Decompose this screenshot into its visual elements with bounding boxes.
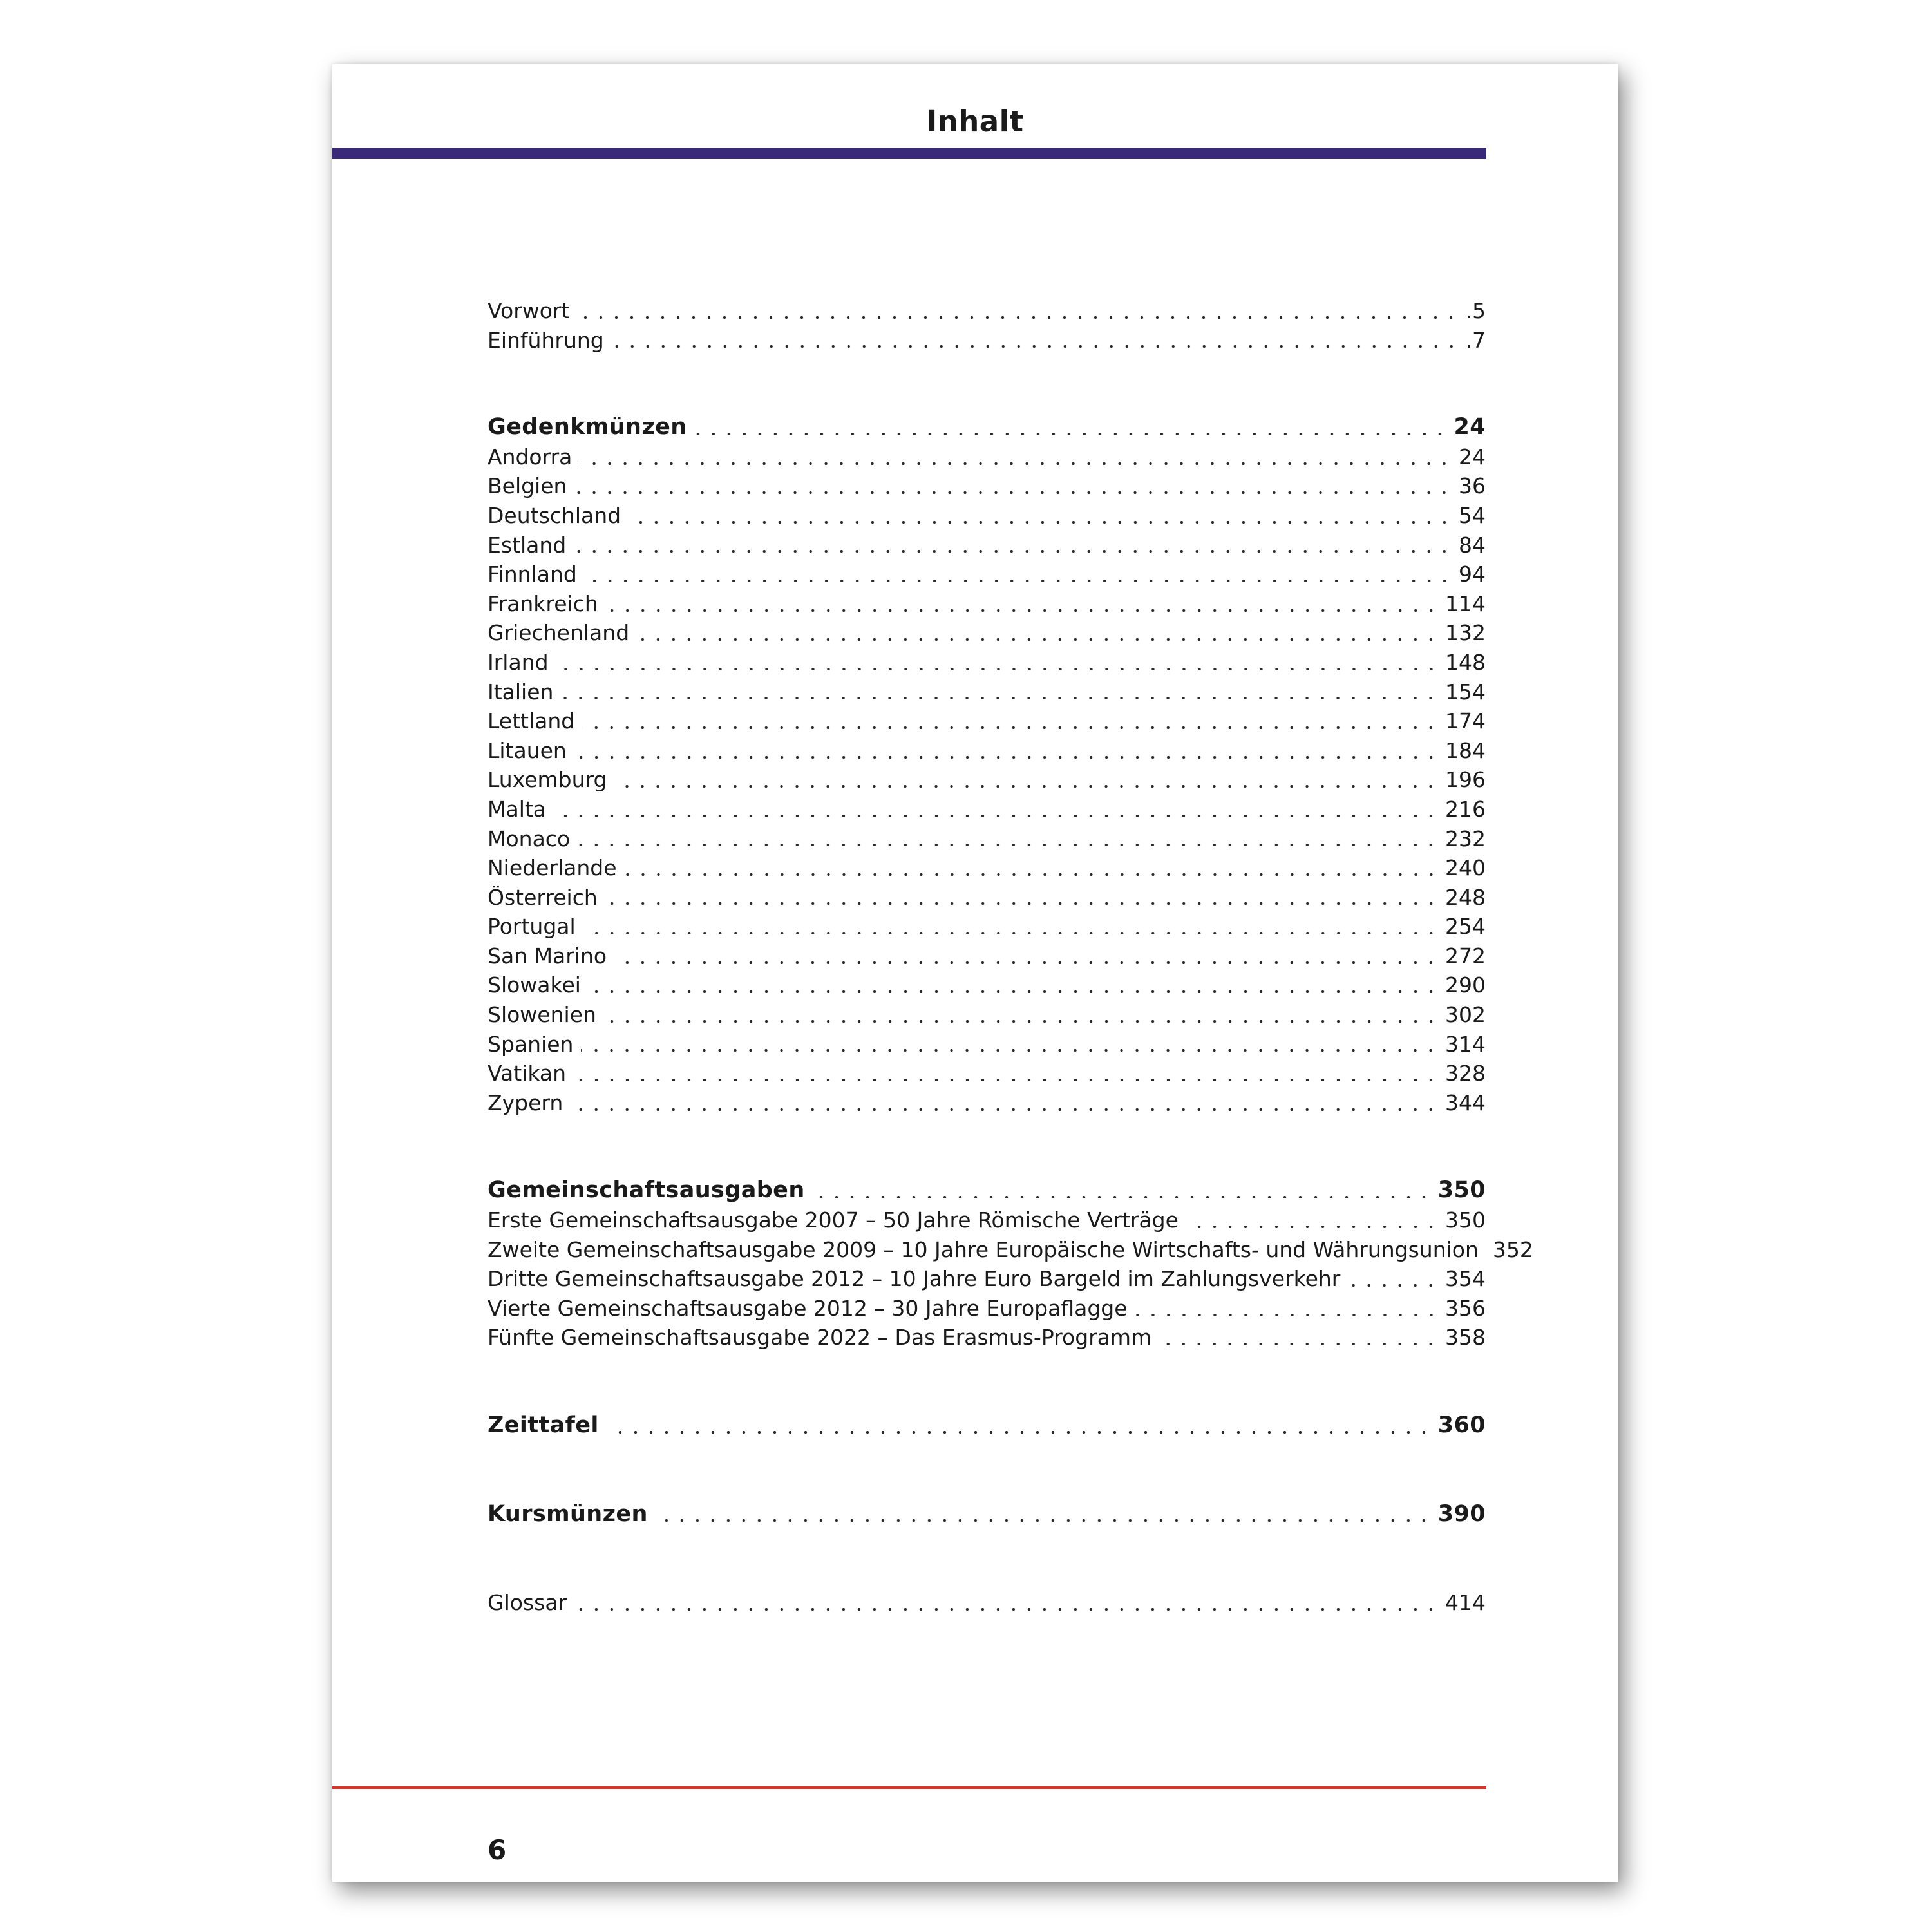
dot-leader bbox=[612, 345, 1459, 348]
toc-entry-page: 328 bbox=[1445, 1061, 1486, 1086]
toc-entry-label: Dritte Gemeinschaftsausgabe 2012 – 10 Jahre Euro Bargeld im Zahlungsverkehr bbox=[488, 1264, 1344, 1294]
toc-entry-vorwort[interactable] bbox=[488, 296, 1486, 326]
toc-entry-label: Belgien bbox=[488, 471, 571, 501]
dot-leader bbox=[604, 1020, 1439, 1023]
toc-entry[interactable] bbox=[488, 1323, 1486, 1352]
toc-entry[interactable] bbox=[488, 971, 1486, 1000]
toc-entry-label: Luxemburg bbox=[488, 765, 611, 795]
toc-entry[interactable] bbox=[488, 765, 1486, 795]
toc-entry[interactable] bbox=[488, 853, 1486, 883]
toc-entry[interactable] bbox=[488, 531, 1486, 560]
toc-entry[interactable] bbox=[488, 942, 1486, 971]
toc-entry-page: 414 bbox=[1445, 1590, 1486, 1616]
toc-heading-label: Gedenkmünzen bbox=[488, 413, 691, 442]
toc-entry-label: Andorra bbox=[488, 442, 576, 472]
dot-leader bbox=[561, 697, 1439, 699]
dot-leader bbox=[614, 785, 1439, 788]
toc-entry-page: 248 bbox=[1445, 884, 1486, 910]
toc-entry-page: 196 bbox=[1445, 767, 1486, 793]
toc-heading-label: Zeittafel bbox=[488, 1411, 603, 1441]
toc-entry-page: 302 bbox=[1445, 1002, 1486, 1028]
dot-leader bbox=[606, 609, 1439, 612]
toc-heading-label: Kursmünzen bbox=[488, 1500, 652, 1530]
toc-entry-page: 54 bbox=[1459, 502, 1486, 528]
dot-leader bbox=[578, 844, 1439, 846]
document-page bbox=[332, 64, 1618, 1882]
toc-entry[interactable] bbox=[488, 560, 1486, 589]
dot-leader bbox=[614, 961, 1439, 964]
toc-entry-label: Glossar bbox=[488, 1588, 571, 1618]
toc-entry-label: Vorwort bbox=[488, 296, 573, 326]
toc-entry[interactable] bbox=[488, 1088, 1486, 1118]
gedenkmuenzen-list bbox=[488, 442, 1486, 1118]
toc-heading-page: 360 bbox=[1437, 1412, 1486, 1438]
toc-entry-label: Erste Gemeinschaftsausgabe 2007 – 50 Jahre Römische Verträge bbox=[488, 1206, 1182, 1235]
toc-heading-page: 24 bbox=[1454, 414, 1486, 440]
toc-entry[interactable] bbox=[488, 1235, 1533, 1265]
toc-heading-page: 350 bbox=[1437, 1177, 1486, 1204]
footer-rule bbox=[332, 1786, 1486, 1789]
dot-leader bbox=[581, 1049, 1439, 1052]
toc-entry[interactable] bbox=[488, 677, 1486, 707]
toc-entry-label: San Marino bbox=[488, 942, 611, 971]
toc-heading-gemeinschaftsausgaben[interactable] bbox=[488, 1176, 1486, 1206]
toc-entry-label: Griechenland bbox=[488, 618, 633, 648]
toc-entry-page: 94 bbox=[1459, 562, 1486, 587]
toc-entry-page: 358 bbox=[1445, 1325, 1486, 1350]
dot-leader bbox=[637, 638, 1439, 641]
toc-entry-page: 114 bbox=[1445, 591, 1486, 616]
page-title: Inhalt bbox=[926, 104, 1024, 138]
gemeinschaftsausgaben-list bbox=[488, 1206, 1533, 1352]
toc-entry-label: Slowenien bbox=[488, 1000, 600, 1030]
toc-entry-page: 352 bbox=[1492, 1236, 1533, 1262]
toc-entry-page: 290 bbox=[1445, 972, 1486, 998]
table-of-contents bbox=[488, 296, 1533, 1618]
toc-entry-label: Zweite Gemeinschaftsausgabe 2009 – 10 Jahre Europäische Wirtschafts- und Währungsunion bbox=[488, 1235, 1482, 1265]
toc-entry-label: Deutschland bbox=[488, 501, 625, 531]
toc-entry-einfuehrung[interactable] bbox=[488, 326, 1486, 355]
toc-entry[interactable] bbox=[488, 1030, 1486, 1059]
toc-entry-label: Lettland bbox=[488, 706, 578, 736]
toc-entry-label: Italien bbox=[488, 677, 557, 707]
toc-entry-label: Monaco bbox=[488, 824, 574, 854]
toc-entry-label: Vatikan bbox=[488, 1059, 570, 1088]
dot-leader bbox=[574, 756, 1439, 759]
dot-leader bbox=[625, 873, 1439, 876]
dot-leader bbox=[607, 1431, 1432, 1434]
toc-entry[interactable] bbox=[488, 501, 1486, 531]
toc-entry[interactable] bbox=[488, 442, 1486, 472]
toc-entry-label: Vierte Gemeinschaftsausgabe 2012 – 30 Jahre Europaflagge bbox=[488, 1294, 1132, 1323]
toc-heading-label: Gemeinschaftsausgaben bbox=[488, 1176, 809, 1206]
toc-entry-page: 184 bbox=[1445, 737, 1486, 763]
dot-leader bbox=[1159, 1343, 1439, 1345]
toc-entry-page: 24 bbox=[1459, 444, 1486, 469]
dot-leader bbox=[629, 521, 1452, 524]
toc-entry[interactable] bbox=[488, 795, 1486, 824]
toc-entry-label: Fünfte Gemeinschaftsausgabe 2022 – Das Erasmus-Programm bbox=[488, 1323, 1155, 1352]
dot-leader bbox=[583, 932, 1439, 934]
dot-leader bbox=[574, 1079, 1439, 1081]
toc-entry-page: 344 bbox=[1445, 1090, 1486, 1115]
toc-entry[interactable] bbox=[488, 736, 1486, 766]
toc-entry-page: .5 bbox=[1465, 298, 1486, 323]
toc-entry-label: Österreich bbox=[488, 883, 601, 913]
dot-leader bbox=[556, 668, 1439, 670]
toc-entry-label: Frankreich bbox=[488, 589, 602, 619]
header-rule bbox=[332, 148, 1486, 159]
toc-entry[interactable] bbox=[488, 912, 1486, 942]
toc-entry-page: .7 bbox=[1465, 327, 1486, 353]
toc-entry-page: 350 bbox=[1445, 1208, 1486, 1233]
dot-leader bbox=[574, 491, 1452, 494]
toc-entry-page: 354 bbox=[1445, 1266, 1486, 1292]
toc-entry-page: 84 bbox=[1459, 532, 1486, 558]
toc-entry-page: 148 bbox=[1445, 649, 1486, 675]
dot-leader bbox=[585, 580, 1452, 582]
toc-entry-glossar[interactable] bbox=[488, 1588, 1486, 1618]
dot-leader bbox=[589, 990, 1439, 993]
dot-leader bbox=[656, 1519, 1432, 1522]
toc-entry-page: 232 bbox=[1445, 826, 1486, 851]
toc-entry[interactable] bbox=[488, 618, 1486, 648]
toc-entry-label: Estland bbox=[488, 531, 570, 560]
toc-entry[interactable] bbox=[488, 1294, 1486, 1323]
toc-heading-kursmuenzen[interactable] bbox=[488, 1500, 1486, 1530]
toc-entry-label: Irland bbox=[488, 648, 553, 677]
dot-leader bbox=[695, 433, 1448, 435]
toc-entry-page: 154 bbox=[1445, 679, 1486, 705]
toc-entry-label: Portugal bbox=[488, 912, 580, 942]
dot-leader bbox=[1348, 1284, 1439, 1287]
dot-leader bbox=[1135, 1314, 1439, 1316]
toc-entry[interactable] bbox=[488, 589, 1486, 619]
dot-leader bbox=[574, 1608, 1439, 1611]
toc-entry-page: 132 bbox=[1445, 620, 1486, 646]
toc-entry-label: Einführung bbox=[488, 326, 608, 355]
toc-entry-label: Finnland bbox=[488, 560, 581, 589]
toc-entry[interactable] bbox=[488, 824, 1486, 854]
dot-leader bbox=[1186, 1226, 1439, 1228]
section-gap bbox=[488, 355, 1486, 413]
toc-entry[interactable] bbox=[488, 648, 1486, 677]
dot-leader bbox=[574, 550, 1452, 553]
dot-leader bbox=[582, 726, 1439, 729]
toc-heading-page: 390 bbox=[1437, 1501, 1486, 1527]
section-gap bbox=[488, 1117, 1486, 1176]
toc-entry[interactable] bbox=[488, 1264, 1486, 1294]
toc-entry[interactable] bbox=[488, 1206, 1486, 1235]
page-number: 6 bbox=[488, 1834, 507, 1866]
dot-leader bbox=[580, 462, 1452, 465]
toc-entry-page: 240 bbox=[1445, 855, 1486, 881]
section-gap bbox=[488, 1529, 1486, 1588]
dot-leader bbox=[577, 316, 1459, 319]
dot-leader bbox=[605, 902, 1439, 905]
toc-entry-page: 314 bbox=[1445, 1031, 1486, 1057]
section-gap bbox=[488, 1441, 1486, 1500]
toc-entry-page: 356 bbox=[1445, 1295, 1486, 1321]
dot-leader bbox=[554, 815, 1439, 817]
toc-entry[interactable] bbox=[488, 1000, 1486, 1030]
toc-entry[interactable] bbox=[488, 1059, 1486, 1088]
toc-entry-label: Litauen bbox=[488, 736, 571, 766]
toc-entry[interactable] bbox=[488, 471, 1486, 501]
dot-leader bbox=[813, 1196, 1432, 1198]
dot-leader bbox=[571, 1108, 1439, 1111]
toc-entry-label: Zypern bbox=[488, 1088, 567, 1118]
toc-entry[interactable] bbox=[488, 706, 1486, 736]
toc-entry[interactable] bbox=[488, 883, 1486, 913]
toc-entry-page: 216 bbox=[1445, 796, 1486, 822]
toc-heading-gedenkmuenzen[interactable] bbox=[488, 413, 1486, 442]
section-gap bbox=[488, 1352, 1486, 1411]
toc-entry-page: 272 bbox=[1445, 943, 1486, 969]
toc-entry-page: 174 bbox=[1445, 708, 1486, 734]
toc-entry-label: Malta bbox=[488, 795, 550, 824]
toc-entry-page: 254 bbox=[1445, 914, 1486, 940]
toc-entry-label: Niederlande bbox=[488, 853, 621, 883]
toc-entry-label: Spanien bbox=[488, 1030, 577, 1059]
toc-entry-page: 36 bbox=[1459, 473, 1486, 499]
toc-heading-zeittafel[interactable] bbox=[488, 1411, 1486, 1441]
toc-entry-label: Slowakei bbox=[488, 971, 585, 1000]
